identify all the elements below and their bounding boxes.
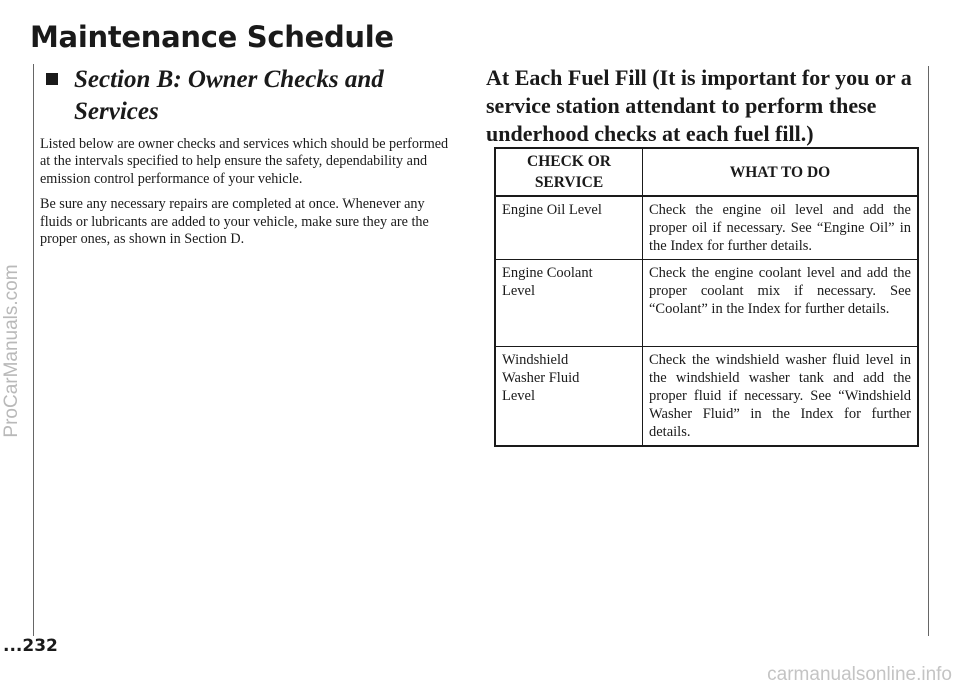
fuel-fill-checks-table xyxy=(494,147,919,447)
check-item-engine-oil: Engine Oil Level xyxy=(495,196,643,260)
header-check-or-service: CHECK OR SERVICE xyxy=(495,148,643,196)
check-action-washer-fluid: Check the windshield washer fluid level in the windshield washer tank and add the proper fluid if necessary. See “Windshield Washer Fluid” in the Index for further details. xyxy=(643,347,919,447)
intro-paragraph: Listed below are owner checks and services which should be performed at the intervals specified to help ensure the safety, dependability and emission control performance of your vehicle. xyxy=(40,136,449,187)
table-header-row xyxy=(495,148,918,196)
check-item-engine-coolant: Engine Coolant Level xyxy=(495,260,643,347)
left-margin-rule xyxy=(33,64,34,636)
table-row xyxy=(495,347,918,447)
repairs-paragraph: Be sure any necessary repairs are completed at once. Whenever any fluids or lubricants are added to your vehicle, make sure they are the proper ones, as shown in Section D. xyxy=(40,196,429,248)
watermark-carmanualsonline: carmanualsonline.info xyxy=(767,664,952,685)
page-number: ...232 xyxy=(3,636,58,656)
table-row xyxy=(495,196,918,260)
fuel-fill-heading: At Each Fuel Fill (It is important for you or a service station attendant to perform these underhood checks at each fuel fill.) xyxy=(486,65,912,146)
section-b-heading-line2: Services xyxy=(74,98,159,125)
section-b-heading xyxy=(40,64,460,128)
check-item-washer-fluid: Windshield Washer Fluid Level xyxy=(495,347,643,447)
table-row xyxy=(495,260,918,347)
section-b-heading-line1: Section B: Owner Checks and xyxy=(74,66,384,93)
check-action-engine-oil: Check the engine oil level and add the proper oil if necessary. See “Engine Oil” in the Index for further details. xyxy=(643,196,919,260)
right-margin-rule xyxy=(928,66,929,636)
square-bullet-icon xyxy=(46,73,58,85)
page-title: Maintenance Schedule xyxy=(30,20,394,54)
header-what-to-do: WHAT TO DO xyxy=(643,148,919,196)
check-action-engine-coolant: Check the engine coolant level and add the proper coolant mix if necessary. See “Coolant” in the Index for further details. xyxy=(643,260,919,347)
watermark-procarmanuals: ProCarManuals.com xyxy=(1,264,22,438)
section-b-column xyxy=(40,64,460,248)
